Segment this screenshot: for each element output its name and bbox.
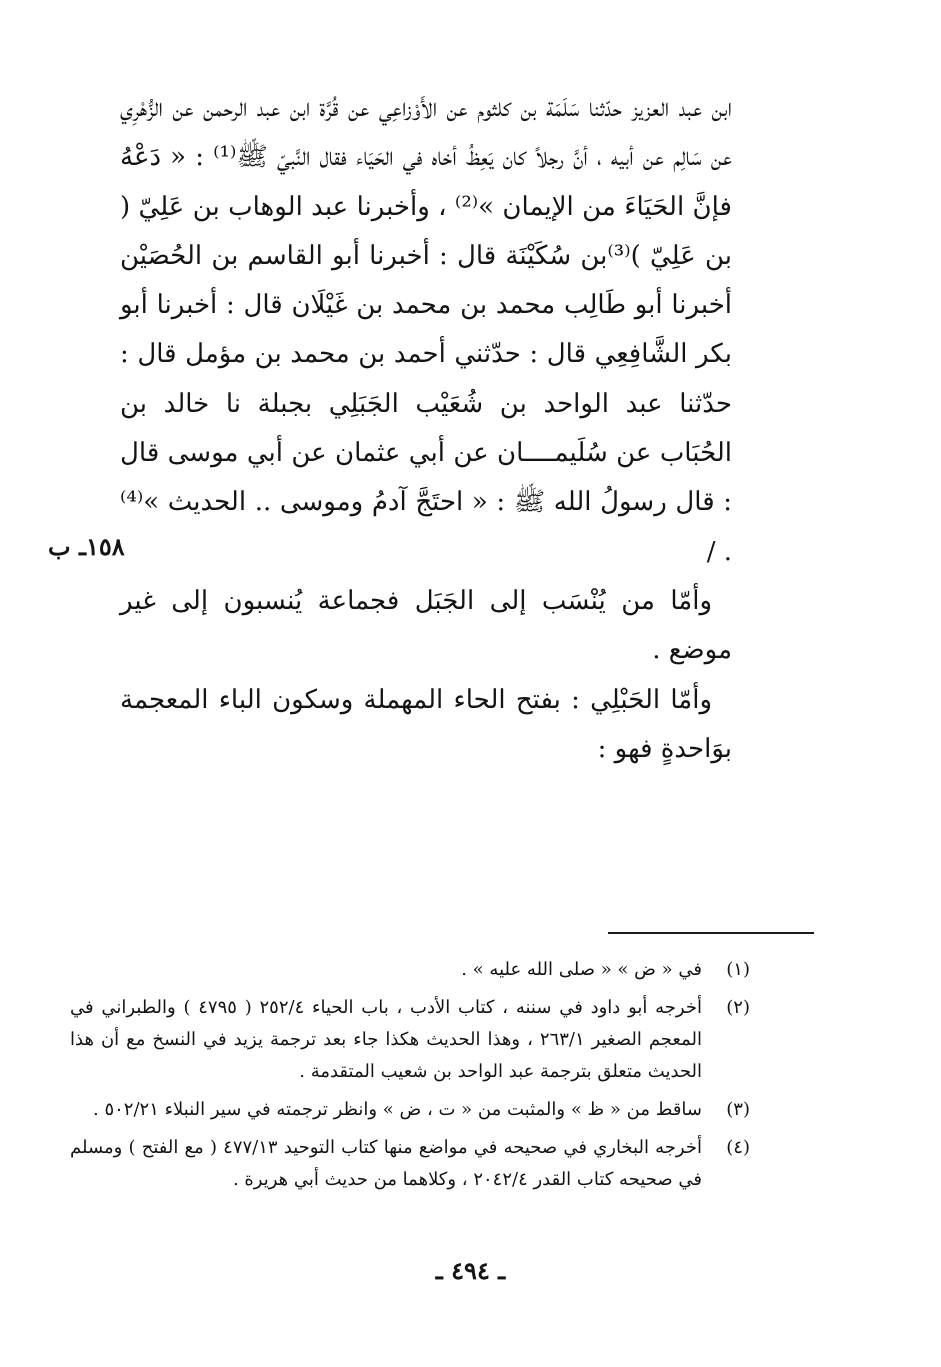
paragraph-jabal: وأمّا من يُنْسَب إلى الجَبَل فجماعة يُنسبون إلى غير موضع . bbox=[120, 585, 732, 666]
main-text bbox=[120, 84, 732, 774]
folio-margin-note: ١٥٨ـ ب bbox=[48, 532, 125, 561]
footnote-text: أخرجه أبو داود في سننه ، كتاب الأدب ، باب الحياء ٢٥٢/٤ ( ٤٧٩٥ ) والطبراني في المعجم الصغير ٢٦٣/١ ، وهذا الحديث هكذا جاء بعد ترجمة يزيد في النسخ مع أن هذا الحديث متعلق بترجمة عبد الواحد بن شعيب المتقدمة . bbox=[70, 997, 702, 1082]
footnote-3 bbox=[70, 1094, 750, 1126]
footnotes bbox=[70, 954, 750, 1202]
paragraph-hubli: وأمّا الحَبْلِي : بفتح الحاء المهملة وسكون الباء المعجمة بوَاحدةٍ فهو : bbox=[120, 684, 732, 764]
footnote-text: في « ض » « صلى الله عليه » . bbox=[461, 959, 702, 980]
footnote-number: (٤) bbox=[726, 1137, 750, 1158]
footnote-number: (٣) bbox=[726, 1099, 750, 1120]
footnote-text: ساقط من « ظ » والمثبت من « ت ، ض » وانظر ترجمته في سير النبلاء ٥٠٢/٢١ . bbox=[93, 1099, 702, 1120]
footnote-2 bbox=[70, 992, 750, 1088]
footnote-4 bbox=[70, 1132, 750, 1196]
footnote-number: (٢) bbox=[726, 997, 750, 1018]
footnote-1 bbox=[70, 954, 750, 986]
footnote-divider bbox=[608, 932, 814, 934]
footnote-text: أخرجه البخاري في صحيحه في مواضع منها كتاب التوحيد ٤٧٧/١٣ ( مع الفتح ) ومسلم في صحيحه كتاب القدر ٢٠٤٢/٤ ، وكلاهما من حديث أبي هريرة . bbox=[70, 1137, 702, 1190]
footnote-number: (١) bbox=[726, 959, 750, 980]
paragraph-isnad: ابن عبد العزيز حدّثنا سَلَمَة بن كلثوم عن الأَوْزاعِي عن قُرَّة ابن عبد الرحمن عن الزُّهْرِي عن سَالِم عن أبيه ، أنَّ رجلاً كان يَعِظُ أخاه في الحَيَاء فقال النَّبيّ ﷺ⁽¹⁾ : « دَعْهُ فإنَّ الحَيَاءَ من الإيمان »⁽²⁾ ، وأخبرنا عبد الوهاب بن عَلِيّ ( بن عَلِيّ )⁽³⁾بن سُكَيْنَة قال : أخبرنا أبو القاسم بن الحُصَيْن أخبرنا أبو طَالِب محمد بن محمد بن غَيْلَان قال : أخبرنا أبو بكر الشَّافِعِي قال : حدّثني أحمد بن محمد بن مؤمل قال : حدّثنا عبد الواحد بن شُعَيْب الجَبَلِي بجبلة نا خالد بن الحُبَاب عن سُلَيمــــان عن أبي عثمان عن أبي موسى قال : قال رسولُ الله ﷺ : « احتَجَّ آدمُ وموسى .. الحديث »⁽⁴⁾ . / bbox=[120, 93, 732, 567]
page-number: ـ ٤٩٤ ـ bbox=[435, 1256, 506, 1285]
